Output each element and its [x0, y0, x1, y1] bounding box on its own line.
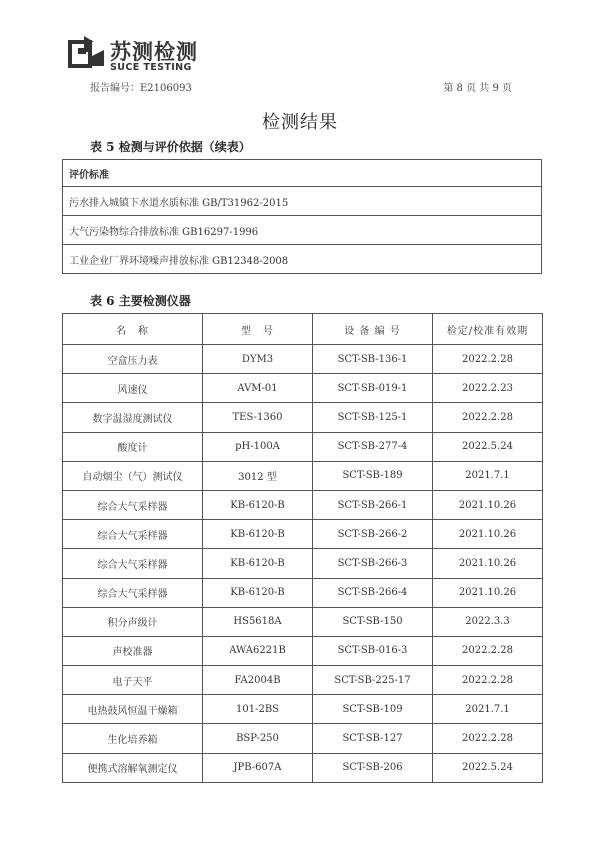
validity-date-cell: 2022.2.28: [433, 636, 543, 665]
validity-date-cell: 2021.7.1: [433, 695, 543, 724]
company-logo: [68, 34, 198, 74]
instrument-name-cell: 电子天平: [63, 666, 203, 695]
table-row: [63, 724, 543, 753]
table-header-row: [63, 314, 543, 345]
instrument-name-cell: 酸度计: [63, 432, 203, 461]
equipment-number-cell: SCT-SB-266-2: [313, 520, 433, 549]
equipment-number-cell: SCT-SB-266-3: [313, 549, 433, 578]
instrument-name-cell: 生化培养箱: [63, 724, 203, 753]
instrument-model-cell: FA2004B: [203, 666, 313, 695]
column-header-name: 名 称: [63, 314, 203, 345]
validity-date-cell: 2022.3.3: [433, 607, 543, 636]
column-header-model: 型 号: [203, 314, 313, 345]
table-row: [63, 245, 542, 274]
validity-date-cell: 2022.5.24: [433, 432, 543, 461]
table-row: [63, 520, 543, 549]
equipment-number-cell: SCT-SB-225-17: [313, 666, 433, 695]
validity-date-cell: 2021.10.26: [433, 578, 543, 607]
instrument-model-cell: BSP-250: [203, 724, 313, 753]
instrument-model-cell: AVM-01: [203, 374, 313, 403]
instrument-name-cell: 综合大气采样器: [63, 549, 203, 578]
instrument-model-cell: JPB-607A: [203, 753, 313, 782]
instrument-model-cell: KB-6120-B: [203, 578, 313, 607]
instrument-name-cell: 综合大气采样器: [63, 520, 203, 549]
table-row: [63, 216, 542, 245]
table-cell: 工业企业厂界环境噪声排放标准 GB12348-2008: [63, 245, 542, 274]
table-cell: 污水排入城镇下水道水质标准 GB/T31962-2015: [63, 187, 542, 216]
equipment-number-cell: SCT-SB-277-4: [313, 432, 433, 461]
table6-title: 表 6 主要检测仪器: [90, 294, 191, 308]
instrument-model-cell: KB-6120-B: [203, 490, 313, 519]
instrument-name-cell: 声校准器: [63, 636, 203, 665]
instrument-model-cell: AWA6221B: [203, 636, 313, 665]
equipment-number-cell: SCT-SB-127: [313, 724, 433, 753]
validity-date-cell: 2021.7.1: [433, 461, 543, 490]
validity-date-cell: 2022.5.24: [433, 753, 543, 782]
instrument-model-cell: 101-2BS: [203, 695, 313, 724]
evaluation-standards-table: [62, 159, 542, 274]
equipment-number-cell: SCT-SB-266-1: [313, 490, 433, 519]
table-row: [63, 753, 543, 782]
instrument-name-cell: 数字温湿度测试仪: [63, 403, 203, 432]
table-row: [63, 636, 543, 665]
validity-date-cell: 2022.2.28: [433, 724, 543, 753]
table-row: [63, 403, 543, 432]
table-row: [63, 345, 543, 374]
validity-date-cell: 2021.10.26: [433, 490, 543, 519]
table-row: [63, 490, 543, 519]
table-row: [63, 549, 543, 578]
equipment-number-cell: SCT-SB-206: [313, 753, 433, 782]
equipment-number-cell: SCT-SB-266-4: [313, 578, 433, 607]
table-row: [63, 578, 543, 607]
validity-date-cell: 2021.10.26: [433, 520, 543, 549]
table-cell: 大气污染物综合排放标准 GB16297-1996: [63, 216, 542, 245]
table-row: [63, 666, 543, 695]
logo-english-text: SUCE TESTING: [110, 62, 192, 73]
report-number: 报告编号：E2106093: [90, 83, 192, 94]
equipment-number-cell: SCT-SB-016-3: [313, 636, 433, 665]
instrument-name-cell: 综合大气采样器: [63, 578, 203, 607]
instrument-name-cell: 综合大气采样器: [63, 490, 203, 519]
instrument-model-cell: TES-1360: [203, 403, 313, 432]
logo-mark-icon: [68, 34, 108, 72]
table-row: [63, 187, 542, 216]
instrument-name-cell: 电热鼓风恒温干燥箱: [63, 695, 203, 724]
instruments-table: [62, 313, 543, 783]
logo-chinese-text: 苏测检测: [110, 40, 198, 64]
validity-date-cell: 2022.2.28: [433, 403, 543, 432]
table-row: [63, 374, 543, 403]
equipment-number-cell: SCT-SB-019-1: [313, 374, 433, 403]
instrument-name-cell: 自动烟尘（气）测试仪: [63, 461, 203, 490]
validity-date-cell: 2022.2.23: [433, 374, 543, 403]
page-indicator: 第 8 页 共 9 页: [443, 83, 512, 94]
instrument-model-cell: KB-6120-B: [203, 549, 313, 578]
instrument-model-cell: KB-6120-B: [203, 520, 313, 549]
validity-date-cell: 2021.10.26: [433, 549, 543, 578]
equipment-number-cell: SCT-SB-109: [313, 695, 433, 724]
table-row: [63, 695, 543, 724]
instrument-name-cell: 风速仪: [63, 374, 203, 403]
instrument-model-cell: DYM3: [203, 345, 313, 374]
column-header-equipment-no: 设 备 编 号: [313, 314, 433, 345]
table-row: [63, 461, 543, 490]
table-header-row: [63, 160, 542, 187]
column-header-validity: 检定/校准有效期: [433, 314, 543, 345]
table-row: [63, 607, 543, 636]
instruments-table-body: [63, 345, 543, 783]
equipment-number-cell: SCT-SB-189: [313, 461, 433, 490]
page-title: 检测结果: [262, 112, 338, 133]
equipment-number-cell: SCT-SB-125-1: [313, 403, 433, 432]
equipment-number-cell: SCT-SB-136-1: [313, 345, 433, 374]
instrument-name-cell: 便携式溶解氧测定仪: [63, 753, 203, 782]
validity-date-cell: 2022.2.28: [433, 345, 543, 374]
instrument-model-cell: HS5618A: [203, 607, 313, 636]
instrument-name-cell: 积分声级计: [63, 607, 203, 636]
table5-title: 表 5 检测与评价依据（续表）: [90, 140, 251, 154]
equipment-number-cell: SCT-SB-150: [313, 607, 433, 636]
table-header-cell: 评价标准: [63, 160, 542, 187]
instrument-name-cell: 空盒压力表: [63, 345, 203, 374]
instrument-model-cell: 3012 型: [203, 461, 313, 490]
validity-date-cell: 2022.2.28: [433, 666, 543, 695]
instrument-model-cell: pH-100A: [203, 432, 313, 461]
table-row: [63, 432, 543, 461]
